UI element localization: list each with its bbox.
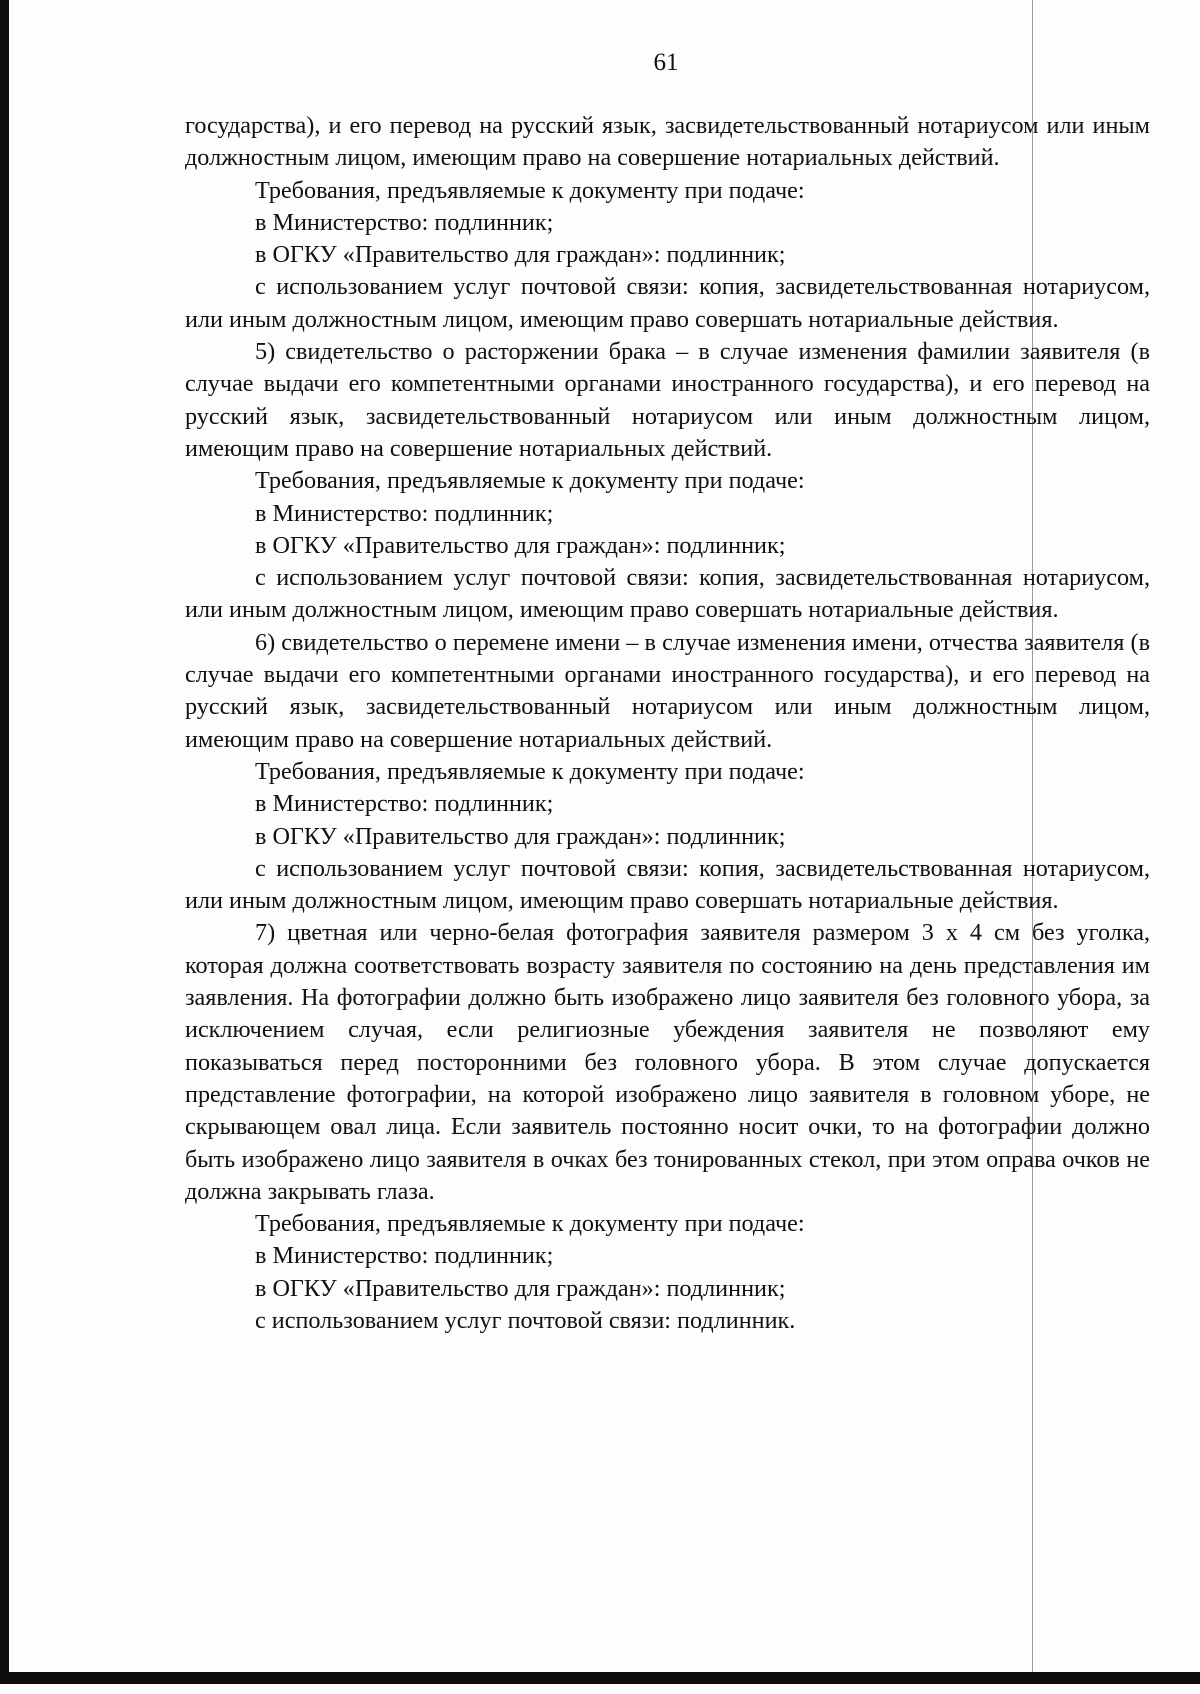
paragraph: Требования, предъявляемые к документу при подаче: xyxy=(255,467,805,495)
paragraph: в Министерство: подлинник; xyxy=(255,1242,554,1270)
paragraph: с использованием услуг почтовой связи: копия, засвидетельствованная нотариусом, или иным должностным лицом, имеющим право совершать нотариальные действия. xyxy=(185,854,1150,915)
scan-bottom-border xyxy=(0,1672,1200,1684)
paragraph: 6) свидетельство о перемене имени – в случае изменения имени, отчества заявителя (в случае выдачи его компетентными органами иностранного государства), и его перевод на русский язык, засвидетельствованный нотариусом или иным должностным лицом, имеющим право на совершение нотариальных действий. xyxy=(185,628,1150,753)
paragraph: в ОГКУ «Правительство для граждан»: подлинник; xyxy=(255,822,786,850)
paragraph: в ОГКУ «Правительство для граждан»: подлинник; xyxy=(255,531,786,559)
paragraph: с использованием услуг почтовой связи: подлинник. xyxy=(255,1306,796,1334)
document-body xyxy=(185,110,1150,1337)
paragraph: в Министерство: подлинник; xyxy=(255,208,554,236)
paragraph: Требования, предъявляемые к документу при подаче: xyxy=(255,757,805,785)
paragraph: с использованием услуг почтовой связи: копия, засвидетельствованная нотариусом, или иным должностным лицом, имеющим право совершать нотариальные действия. xyxy=(185,273,1150,333)
paragraph: в Министерство: подлинник; xyxy=(255,790,554,818)
paragraph: Требования, предъявляемые к документу при подаче: xyxy=(255,1210,805,1238)
paragraph: государства), и его перевод на русский язык, засвидетельствованный нотариусом или иным должностным лицом, имеющим право на совершение нотариальных действий. xyxy=(185,112,1150,172)
paragraph: 7) цветная или черно-белая фотография заявителя размером 3 х 4 см без уголка, которая должна соответствовать возрасту заявителя по состоянию на день представления им заявления. На фотографии должно быть изображено лицо заявителя без головного убора, за исключением случая, если религиозные убеждения заявителя не позволяют ему показываться перед посторонними без головного убора. В этом случае допускается представление фотографии, на которой изображено лицо заявителя в головном уборе, не скрывающем овал лица. Если заявитель постоянно носит очки, то на фотографии должно быть изображено лицо заявителя в очках без тонированных стекол, при этом оправа очков не должна закрывать глаза. xyxy=(185,919,1150,1205)
paragraph: Требования, предъявляемые к документу при подаче: xyxy=(255,176,805,204)
scan-left-border xyxy=(0,0,9,1684)
paragraph: в ОГКУ «Правительство для граждан»: подлинник; xyxy=(255,241,786,269)
paragraph: в ОГКУ «Правительство для граждан»: подлинник; xyxy=(255,1274,786,1302)
paragraph: 5) свидетельство о расторжении брака – в случае изменения фамилии заявителя (в случае выдачи его компетентными органами иностранного государства), и его перевод на русский язык, засвидетельствованный нотариусом или иным должностным лицом, имеющим право на совершение нотариальных действий. xyxy=(185,338,1150,462)
paragraph: в Министерство: подлинник; xyxy=(255,499,554,527)
page-number: 61 xyxy=(653,49,679,76)
paragraph: с использованием услуг почтовой связи: копия, засвидетельствованная нотариусом, или иным должностным лицом, имеющим право совершать нотариальные действия. xyxy=(185,564,1150,624)
